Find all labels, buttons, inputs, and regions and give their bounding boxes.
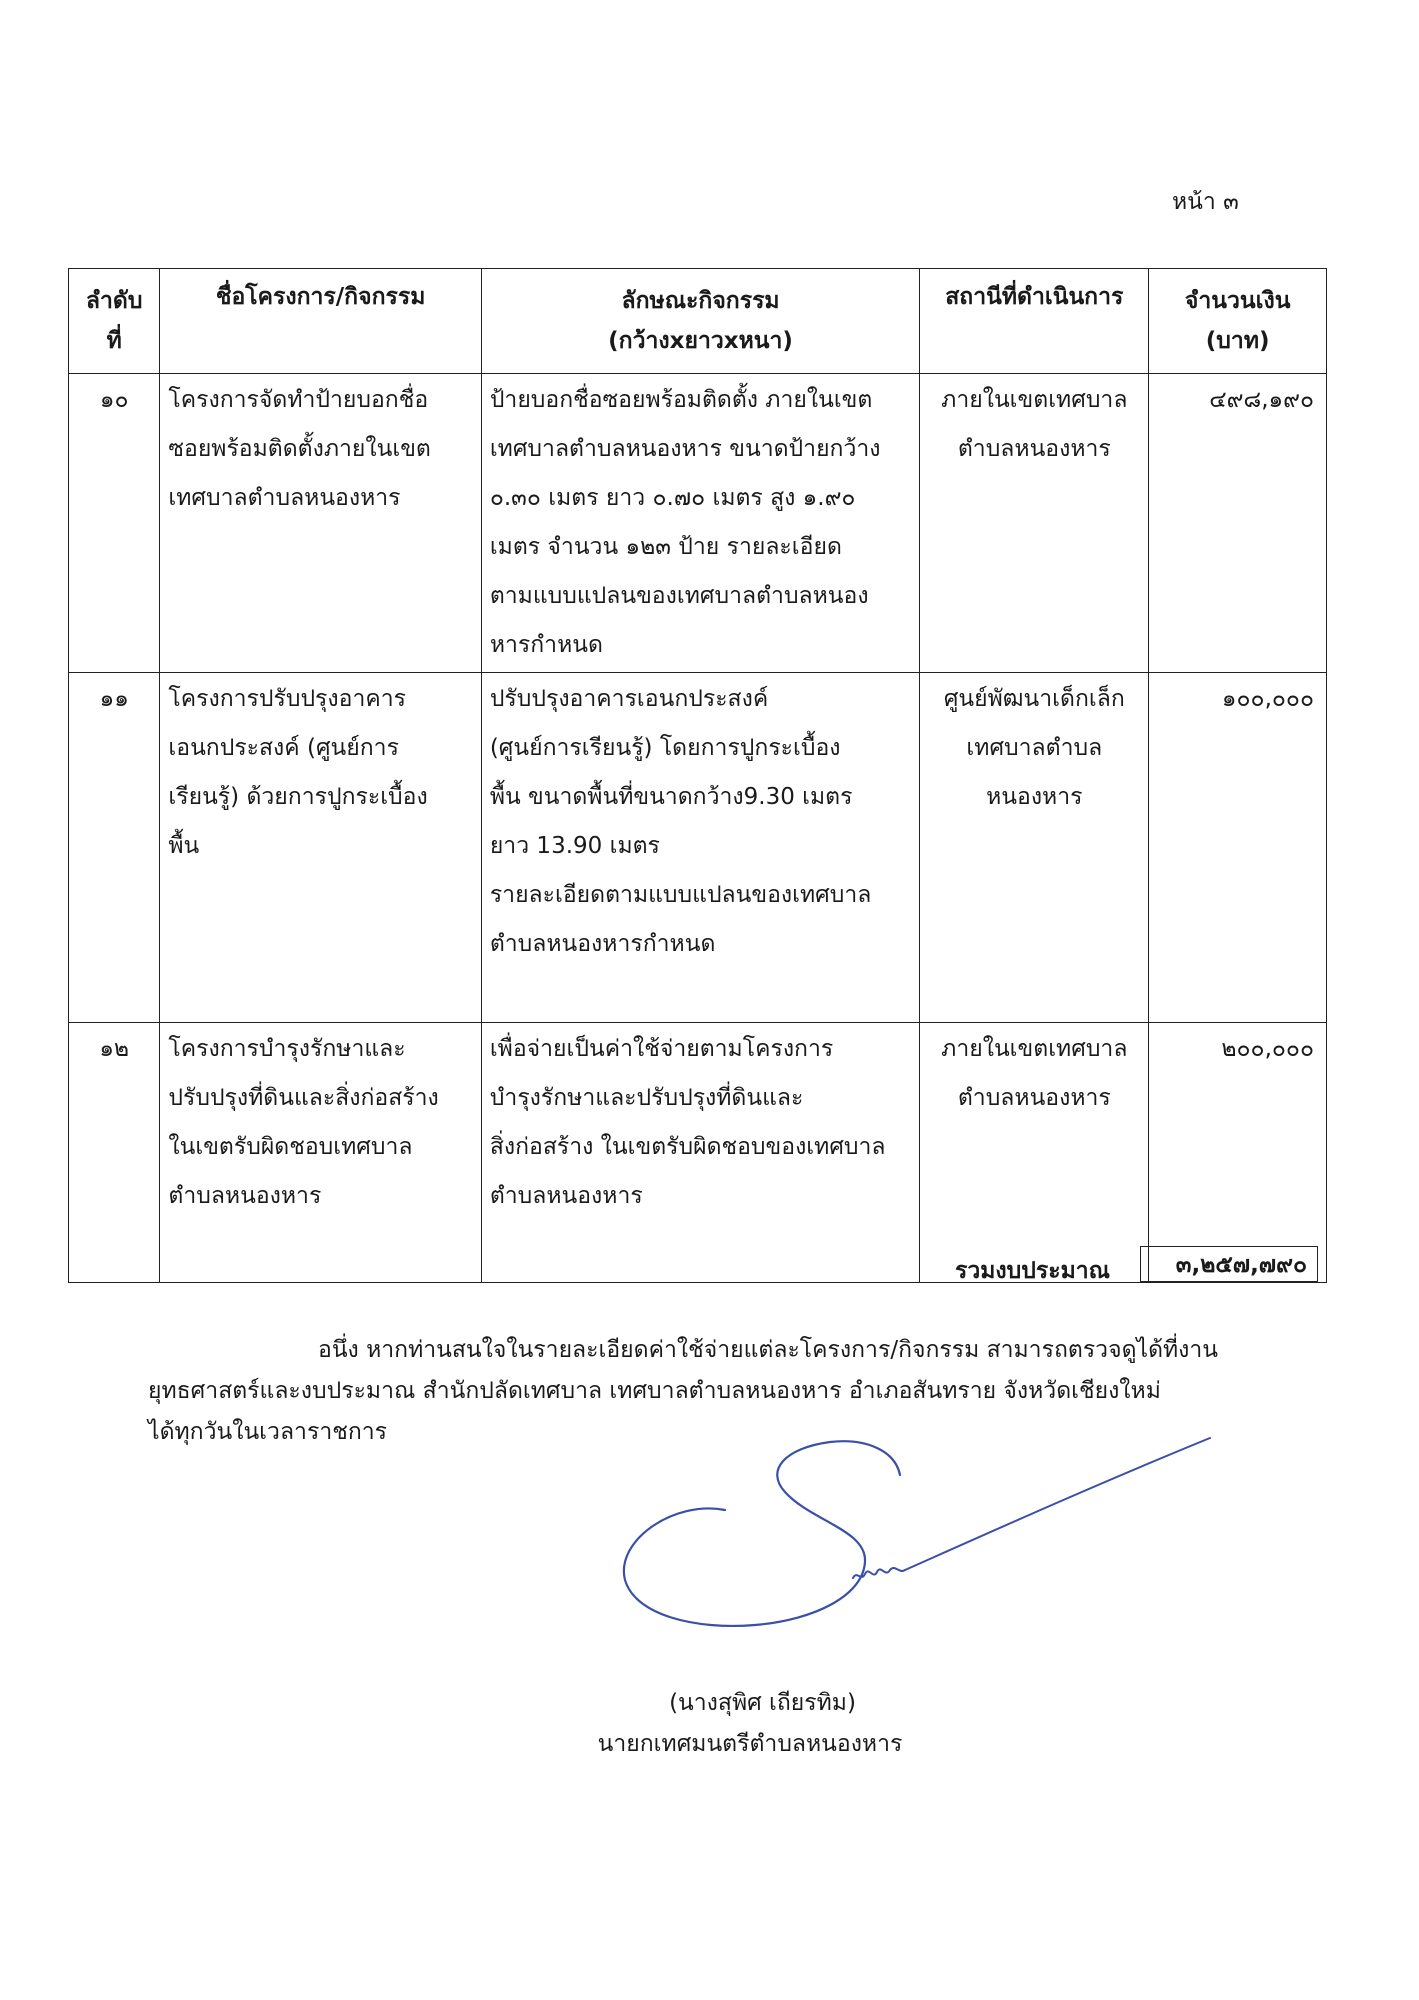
header-description [481, 269, 920, 374]
description-line: ยาว 13.90 เมตร [489, 833, 660, 859]
header-description-line-2: (กว้างxยาวxหนา) [608, 328, 793, 354]
description-line: บำรุงรักษาและปรับปรุงที่ดินและ [489, 1085, 804, 1111]
description-line: เมตร จำนวน ๑๒๓ ป้าย รายละเอียด [489, 534, 842, 560]
row-number: ๑๒ [69, 1023, 160, 1283]
location-line: เทศบาลตำบล [966, 735, 1103, 761]
header-name: ชื่อโครงการ/กิจกรรม [160, 269, 481, 374]
project-name-line: ตำบลหนองหาร [168, 1183, 322, 1209]
project-location [920, 374, 1149, 673]
note-line: ได้ทุกวันในเวลาราชการ [148, 1419, 388, 1445]
signature-stroke [853, 1568, 905, 1578]
header-description-line-1: ลักษณะกิจกรรม [621, 288, 780, 314]
description-line: พื้น ขนาดพื้นที่ขนาดกว้าง9.30 เมตร [489, 784, 853, 810]
header-amount-line-1: จำนวนเงิน [1184, 288, 1291, 314]
description-line: ตำบลหนองหารกำหนด [489, 931, 716, 957]
header-amount-line-2: (บาท) [1205, 328, 1270, 354]
row-number: ๑๑ [69, 673, 160, 1023]
location-line: ตำบลหนองหาร [957, 1085, 1111, 1111]
description-line: เทศบาลตำบลหนองหาร ขนาดป้ายกว้าง [489, 436, 881, 462]
project-name-line: เอนกประสงค์ (ศูนย์การ [168, 735, 399, 761]
signature-stroke [905, 1438, 1210, 1570]
header-no-line-2: ที่ [106, 328, 122, 354]
description-line: เพื่อจ่ายเป็นค่าใช้จ่ายตามโครงการ [489, 1036, 834, 1062]
project-name-line: เทศบาลตำบลหนองหาร [168, 485, 401, 511]
table-row [69, 673, 1327, 1023]
signature-image [615, 1430, 1215, 1650]
project-name [160, 374, 481, 673]
description-line: ตามแบบแปลนของเทศบาลตำบลหนอง [489, 583, 869, 609]
description-line: ตำบลหนองหาร [489, 1183, 643, 1209]
description-line: รายละเอียดตามแบบแปลนของเทศบาล [489, 882, 872, 908]
note-line: อนึ่ง หากท่านสนใจในรายละเอียดค่าใช้จ่ายแต่ละโครงการ/กิจกรรม สามารถตรวจดูได้ที่งาน [318, 1337, 1219, 1363]
total-label: รวมงบประมาณ [955, 1258, 1110, 1284]
header-location: สถานีที่ดำเนินการ [920, 269, 1149, 374]
description-line: หารกำหนด [489, 632, 603, 658]
location-line: ภายในเขตเทศบาล [941, 1036, 1128, 1062]
header-no [69, 269, 160, 374]
project-description [481, 1023, 920, 1283]
project-name [160, 1023, 481, 1283]
project-amount: ๔๙๘,๑๙๐ [1149, 374, 1327, 673]
location-line: ตำบลหนองหาร [957, 436, 1111, 462]
description-line: (ศูนย์การเรียนรู้) โดยการปูกระเบื้อง [489, 735, 841, 761]
table-header-row [69, 269, 1327, 374]
signer-position: นายกเทศมนตรีตำบลหนองหาร [597, 1731, 903, 1757]
project-name-line: โครงการบำรุงรักษาและ [168, 1036, 406, 1062]
signer-name: (นางสุพิศ เถียรทิม) [669, 1690, 856, 1716]
project-description [481, 673, 920, 1023]
project-name [160, 673, 481, 1023]
note-line: ยุทธศาสตร์และงบประมาณ สำนักปลัดเทศบาล เทศบาลตำบลหนองหาร อำเภอสันทราย จังหวัดเชียงใหม่ [148, 1378, 1161, 1404]
header-amount [1149, 269, 1327, 374]
signature-stroke [624, 1441, 900, 1626]
project-location [920, 673, 1149, 1023]
description-line: ป้ายบอกชื่อซอยพร้อมติดตั้ง ภายในเขต [489, 387, 873, 413]
table-row [69, 374, 1327, 673]
location-line: หนองหาร [986, 784, 1083, 810]
project-name-line: โครงการจัดทำป้ายบอกชื่อ [168, 387, 429, 413]
location-line: ภายในเขตเทศบาล [941, 387, 1128, 413]
project-name-line: ปรับปรุงที่ดินและสิ่งก่อสร้าง [168, 1085, 439, 1111]
description-line: ๐.๓๐ เมตร ยาว ๐.๗๐ เมตร สูง ๑.๙๐ [489, 485, 856, 511]
project-table [68, 268, 1327, 1283]
description-line: สิ่งก่อสร้าง ในเขตรับผิดชอบของเทศบาล [489, 1134, 886, 1160]
project-location [920, 1023, 1149, 1283]
page-number: หน้า ๓ [1172, 189, 1239, 215]
project-name-line: ซอยพร้อมติดตั้งภายในเขต [168, 436, 431, 462]
project-amount: ๑๐๐,๐๐๐ [1149, 673, 1327, 1023]
project-amount: ๒๐๐,๐๐๐ [1149, 1023, 1327, 1283]
location-line: ศูนย์พัฒนาเด็กเล็ก [943, 686, 1125, 712]
description-line: ปรับปรุงอาคารเอนกประสงค์ [489, 686, 769, 712]
header-no-line-1: ลำดับ [85, 288, 143, 314]
project-name-line: โครงการปรับปรุงอาคาร [168, 686, 407, 712]
project-name-line: เรียนรู้) ด้วยการปูกระเบื้อง [168, 784, 428, 810]
table-row [69, 1023, 1327, 1283]
project-description [481, 374, 920, 673]
project-name-line: ในเขตรับผิดชอบเทศบาล [168, 1134, 413, 1160]
row-number: ๑๐ [69, 374, 160, 673]
total-amount: ๓,๒๕๗,๗๙๐ [1140, 1246, 1318, 1282]
project-name-line: พื้น [168, 833, 200, 859]
